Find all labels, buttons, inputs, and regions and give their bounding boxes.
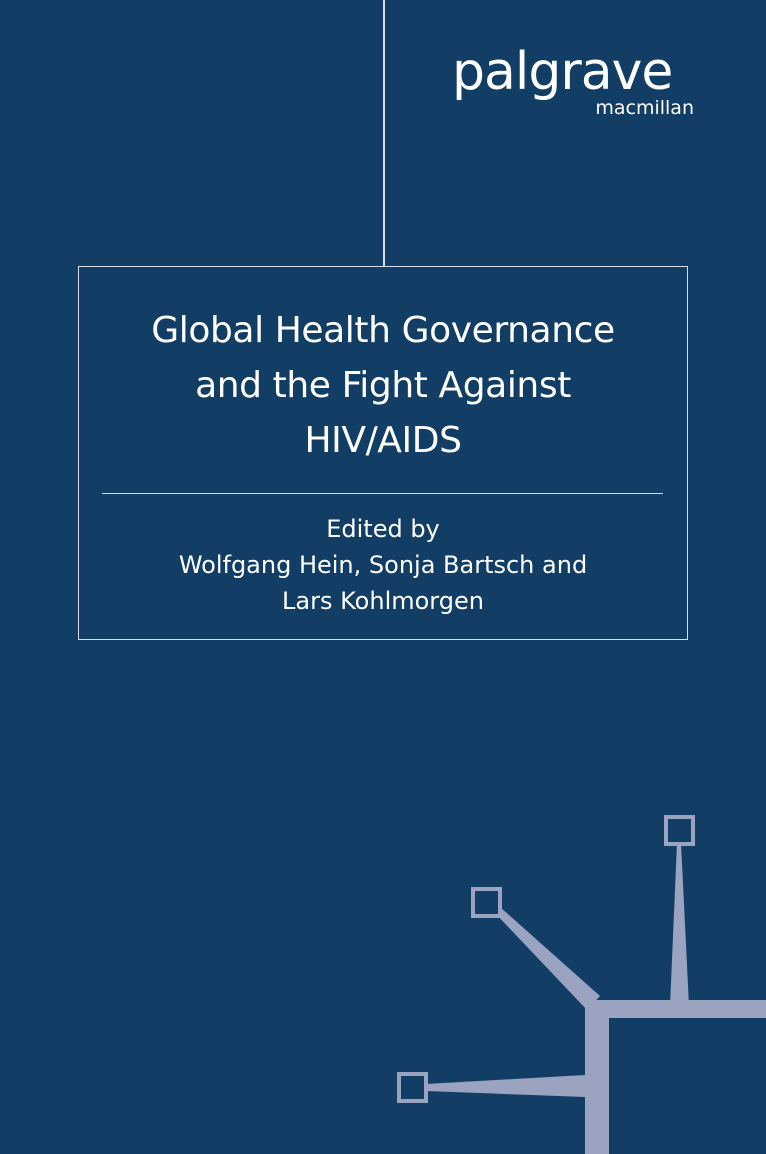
network-arm-top: [670, 843, 689, 1006]
book-title-line-2: and the Fight Against: [195, 365, 571, 406]
network-hub-inner: [609, 1018, 766, 1154]
network-arm-upper-left: [494, 907, 600, 1010]
book-title-line-1: Global Health Governance: [151, 310, 615, 351]
edited-by-label: Edited by: [326, 515, 440, 543]
publisher-name: palgrave: [452, 42, 673, 102]
network-node-lower-left: [399, 1074, 426, 1101]
network-node-top: [666, 817, 693, 844]
network-node-upper-left: [473, 889, 500, 916]
book-title-line-3: HIV/AIDS: [304, 420, 462, 461]
network-arm-lower-left: [426, 1075, 585, 1097]
publisher-imprint: macmillan: [595, 97, 694, 119]
editors-line-2: Lars Kohlmorgen: [282, 587, 484, 615]
editors-line-1: Wolfgang Hein, Sonja Bartsch and: [178, 551, 588, 579]
